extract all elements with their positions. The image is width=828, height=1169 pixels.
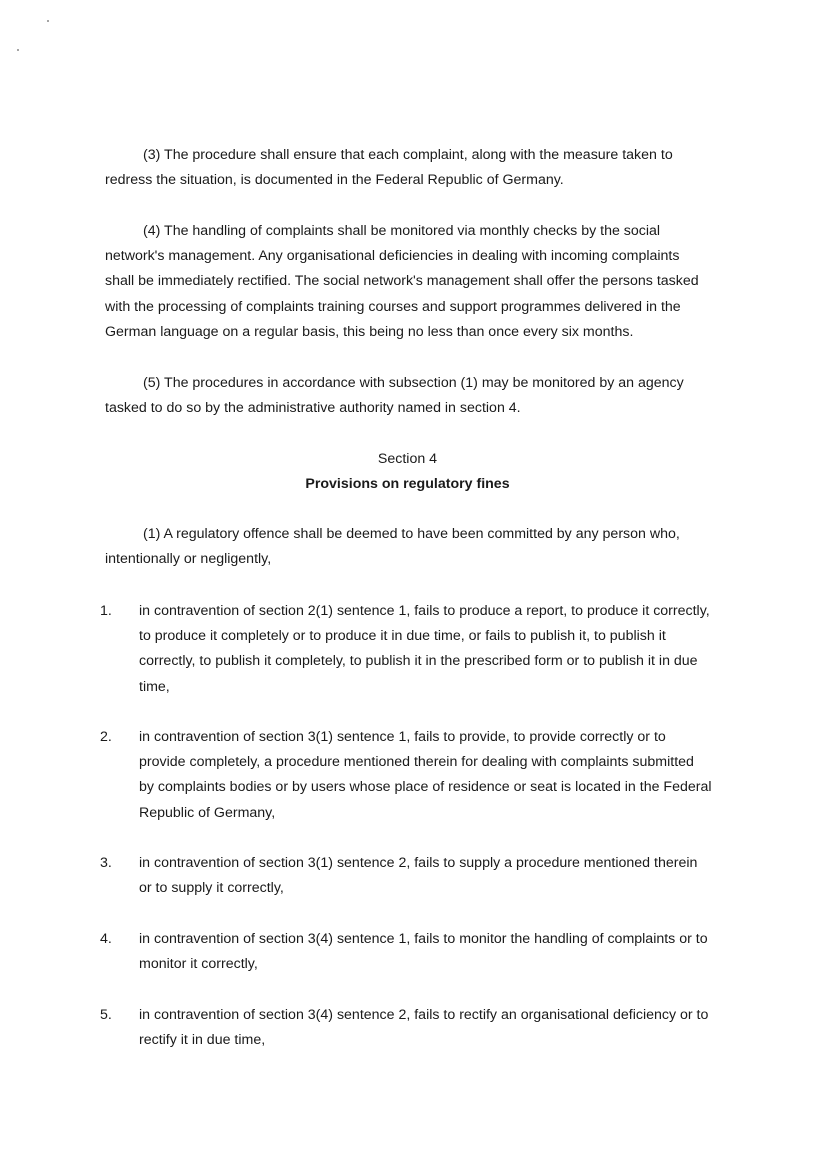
- paragraph-5: (5) The procedures in accordance with subsection (1) may be monitored by an agency tasked to do so by the administrative authority named in section 4.: [105, 375, 684, 417]
- list-item-number: 4.: [100, 931, 112, 947]
- scan-speck: [17, 49, 19, 51]
- list-item-number: 3.: [100, 855, 112, 871]
- section-number: Section 4: [377, 451, 438, 467]
- list-item: [100, 725, 712, 826]
- list-item: [100, 599, 712, 700]
- list-item-number: 5.: [100, 1007, 112, 1023]
- list-item-text: in contravention of section 2(1) sentence 1, fails to produce a report, to produce it correctly, to produce it completely or to produce it in due time, or fails to publish it, to publish it correctly, to publish it completely, to publish it in the prescribed form or to publish it in due time,: [139, 603, 710, 695]
- list-item: [100, 1003, 712, 1053]
- list-item-number: 2.: [100, 729, 112, 745]
- list-item-text: in contravention of section 3(1) sentence 1, fails to provide, to provide correctly or to provide completely, a procedure mentioned therein for dealing with complaints submitted by complaints bodies or by users whose place of residence or seat is located in the Federal Republic of Germany,: [139, 729, 712, 821]
- list-item-number: 1.: [100, 603, 112, 619]
- list-item: [100, 927, 712, 977]
- paragraph-4: (4) The handling of complaints shall be monitored via monthly checks by the social network's management. Any organisational deficiencies in dealing with incoming complaints shall be immediately rectified. The social network's management shall offer the persons tasked with the processing of complaints training courses and support programmes delivered in the German language on a regular basis, this being no less than once every six months.: [105, 223, 699, 340]
- paragraph-3: (3) The procedure shall ensure that each complaint, along with the measure taken to redress the situation, is documented in the Federal Republic of Germany.: [105, 147, 673, 189]
- list-item-text: in contravention of section 3(1) sentence 2, fails to supply a procedure mentioned therein or to supply it correctly,: [139, 855, 698, 897]
- scan-speck: [47, 20, 49, 22]
- list-item-text: in contravention of section 3(4) sentence 1, fails to monitor the handling of complaints or to monitor it correctly,: [139, 931, 708, 973]
- intro-paragraph: (1) A regulatory offence shall be deemed to have been committed by any person who, intentionally or negligently,: [105, 526, 680, 568]
- section-title: Provisions on regulatory fines: [305, 476, 510, 492]
- list-item-text: in contravention of section 3(4) sentence 2, fails to rectify an organisational deficiency or to rectify it in due time,: [139, 1007, 709, 1049]
- list-item: [100, 851, 712, 901]
